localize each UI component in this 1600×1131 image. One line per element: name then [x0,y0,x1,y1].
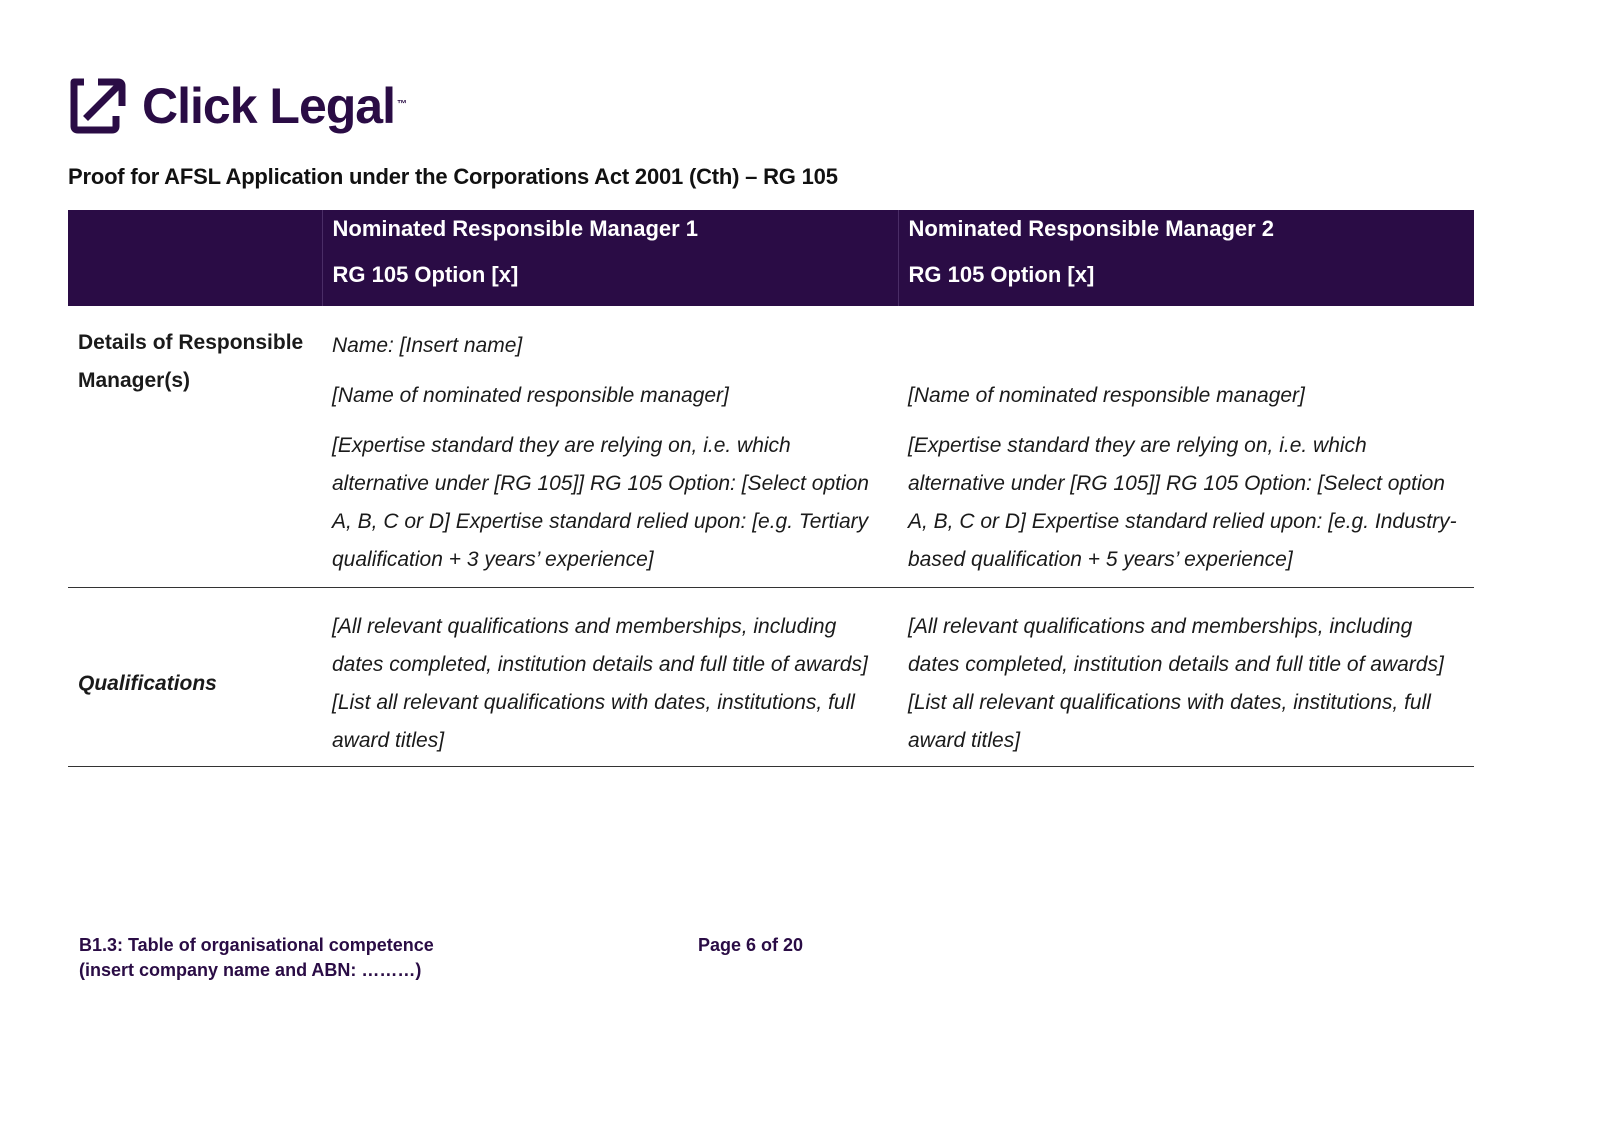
page-number: Page 6 of 20 [698,935,804,955]
details-manager-1-expertise: [Expertise standard they are relying on, i.e. which alternative under [RG 105]] RG 105 Option: [Select option A, B, C or D] Expertise standard relied upon: [e.g. Tertiary qualification + 3 years’ experience] [332,434,869,571]
header-manager-1-option: RG 105 Option [x] [332,262,519,287]
document-title: Proof for AFSL Application under the Corporations Act 2001 (Cth) – RG 105 [68,164,838,189]
brand-name: Click Legal [142,78,395,134]
qualifications-manager-1-text: [All relevant qualifications and memberships, including dates completed, institution details and full title of awards] [List all relevant qualifications with dates, institutions, full award titles] [332,615,868,752]
details-manager-1-name: Name: [Insert name] [332,334,523,357]
qualifications-manager-2-text: [All relevant qualifications and memberships, including dates completed, institution details and full title of awards] [List all relevant qualifications with dates, institutions, full award titles] [908,615,1444,752]
footer-section-title: B1.3: Table of organisational competence [79,935,434,955]
header-manager-2-option: RG 105 Option [x] [908,262,1095,287]
details-manager-1-nominated: [Name of nominated responsible manager] [332,384,729,407]
table-header-row [68,210,1474,306]
details-manager-1-cell [322,306,898,588]
footer-company-placeholder: (insert company name and ABN: ………) [79,960,422,980]
click-legal-logo [70,76,407,136]
header-manager-1-title: Nominated Responsible Manager 1 [332,216,699,241]
arrow-up-right-box-icon [70,78,126,134]
header-cell-empty [68,210,322,306]
qualifications-manager-1-cell [322,588,898,767]
footer-section-label [79,933,434,983]
header-manager-2-title: Nominated Responsible Manager 2 [908,216,1275,241]
header-cell-manager-1 [322,210,898,306]
row-label-qualifications: Qualifications [68,588,322,767]
qualifications-manager-2-cell [898,588,1474,767]
table-row-qualifications [68,588,1474,767]
table-row-details [68,306,1474,588]
details-manager-2-expertise: [Expertise standard they are relying on, i.e. which alternative under [RG 105]] RG 105 Option: [Select option A, B, C or D] Expertise standard relied upon: [e.g. Industry-based qualification + 5 years’ experience] [908,434,1457,571]
details-manager-2-nominated: [Name of nominated responsible manager] [908,384,1305,407]
details-manager-2-cell [898,306,1474,588]
trademark-symbol: ™ [397,98,407,110]
competence-table [68,210,1474,767]
header-cell-manager-2 [898,210,1474,306]
row-label-details: Details of Responsible Manager(s) [68,306,322,588]
details-manager-2-blank [908,327,1464,365]
